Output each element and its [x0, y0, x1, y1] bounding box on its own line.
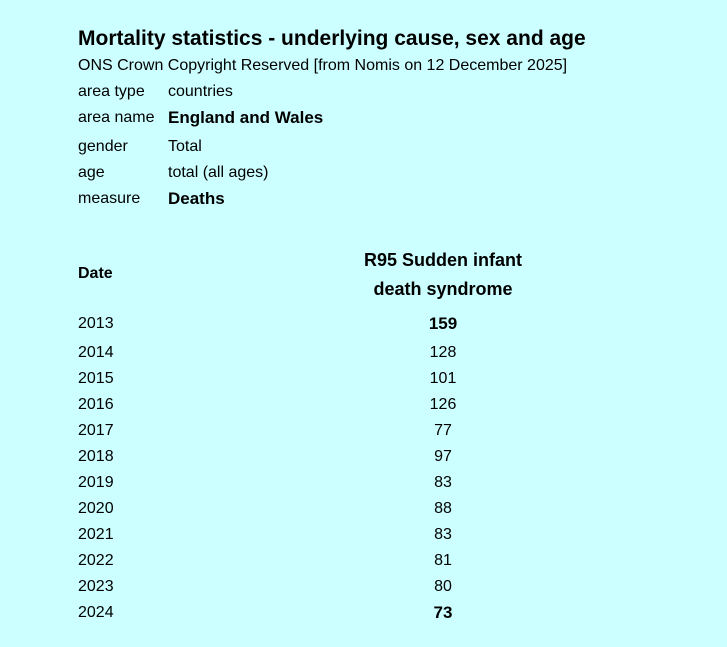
row-value: 97 — [434, 448, 452, 465]
row-value: 101 — [429, 370, 457, 387]
row-year: 2014 — [78, 344, 114, 361]
page-title: Mortality statistics - underlying cause, sex and age — [78, 27, 586, 50]
meta-label-age: age — [78, 164, 105, 181]
meta-value-gender: Total — [168, 138, 202, 155]
row-year: 2023 — [78, 578, 114, 595]
row-value: 81 — [434, 552, 452, 569]
row-year: 2016 — [78, 396, 114, 413]
row-year: 2015 — [78, 370, 114, 387]
date-column-header: Date — [78, 265, 113, 282]
row-value: 80 — [434, 578, 452, 595]
copyright-source: ONS Crown Copyright Reserved [from Nomis on 12 December 2025] — [78, 57, 568, 74]
meta-value-area-type: countries — [168, 83, 233, 100]
meta-label-measure: measure — [78, 190, 141, 207]
meta-label-area-type: area type — [78, 83, 145, 100]
cause-column-header-line1: R95 Sudden infant — [363, 250, 522, 270]
row-year: 2017 — [78, 422, 114, 439]
row-year: 2020 — [78, 500, 114, 517]
row-year: 2013 — [78, 315, 114, 332]
row-value: 126 — [429, 396, 457, 413]
row-year: 2021 — [78, 526, 114, 543]
row-value: 77 — [434, 422, 452, 439]
row-value: 88 — [434, 500, 452, 517]
meta-value-area-name: England and Wales — [168, 108, 324, 127]
meta-value-age: total (all ages) — [168, 164, 269, 181]
meta-value-measure: Deaths — [168, 189, 225, 208]
row-year: 2018 — [78, 448, 114, 465]
cause-column-header-line2: death syndrome — [373, 279, 513, 299]
row-year: 2022 — [78, 552, 114, 569]
row-year: 2019 — [78, 474, 114, 491]
row-value: 73 — [433, 603, 453, 622]
meta-label-area-name: area name — [78, 109, 155, 126]
row-value: 128 — [429, 344, 457, 361]
row-year: 2024 — [78, 604, 114, 621]
cause-column-header — [322, 246, 564, 304]
row-value: 83 — [434, 474, 452, 491]
row-value: 83 — [434, 526, 452, 543]
meta-label-gender: gender — [78, 138, 128, 155]
row-value: 159 — [428, 314, 458, 333]
